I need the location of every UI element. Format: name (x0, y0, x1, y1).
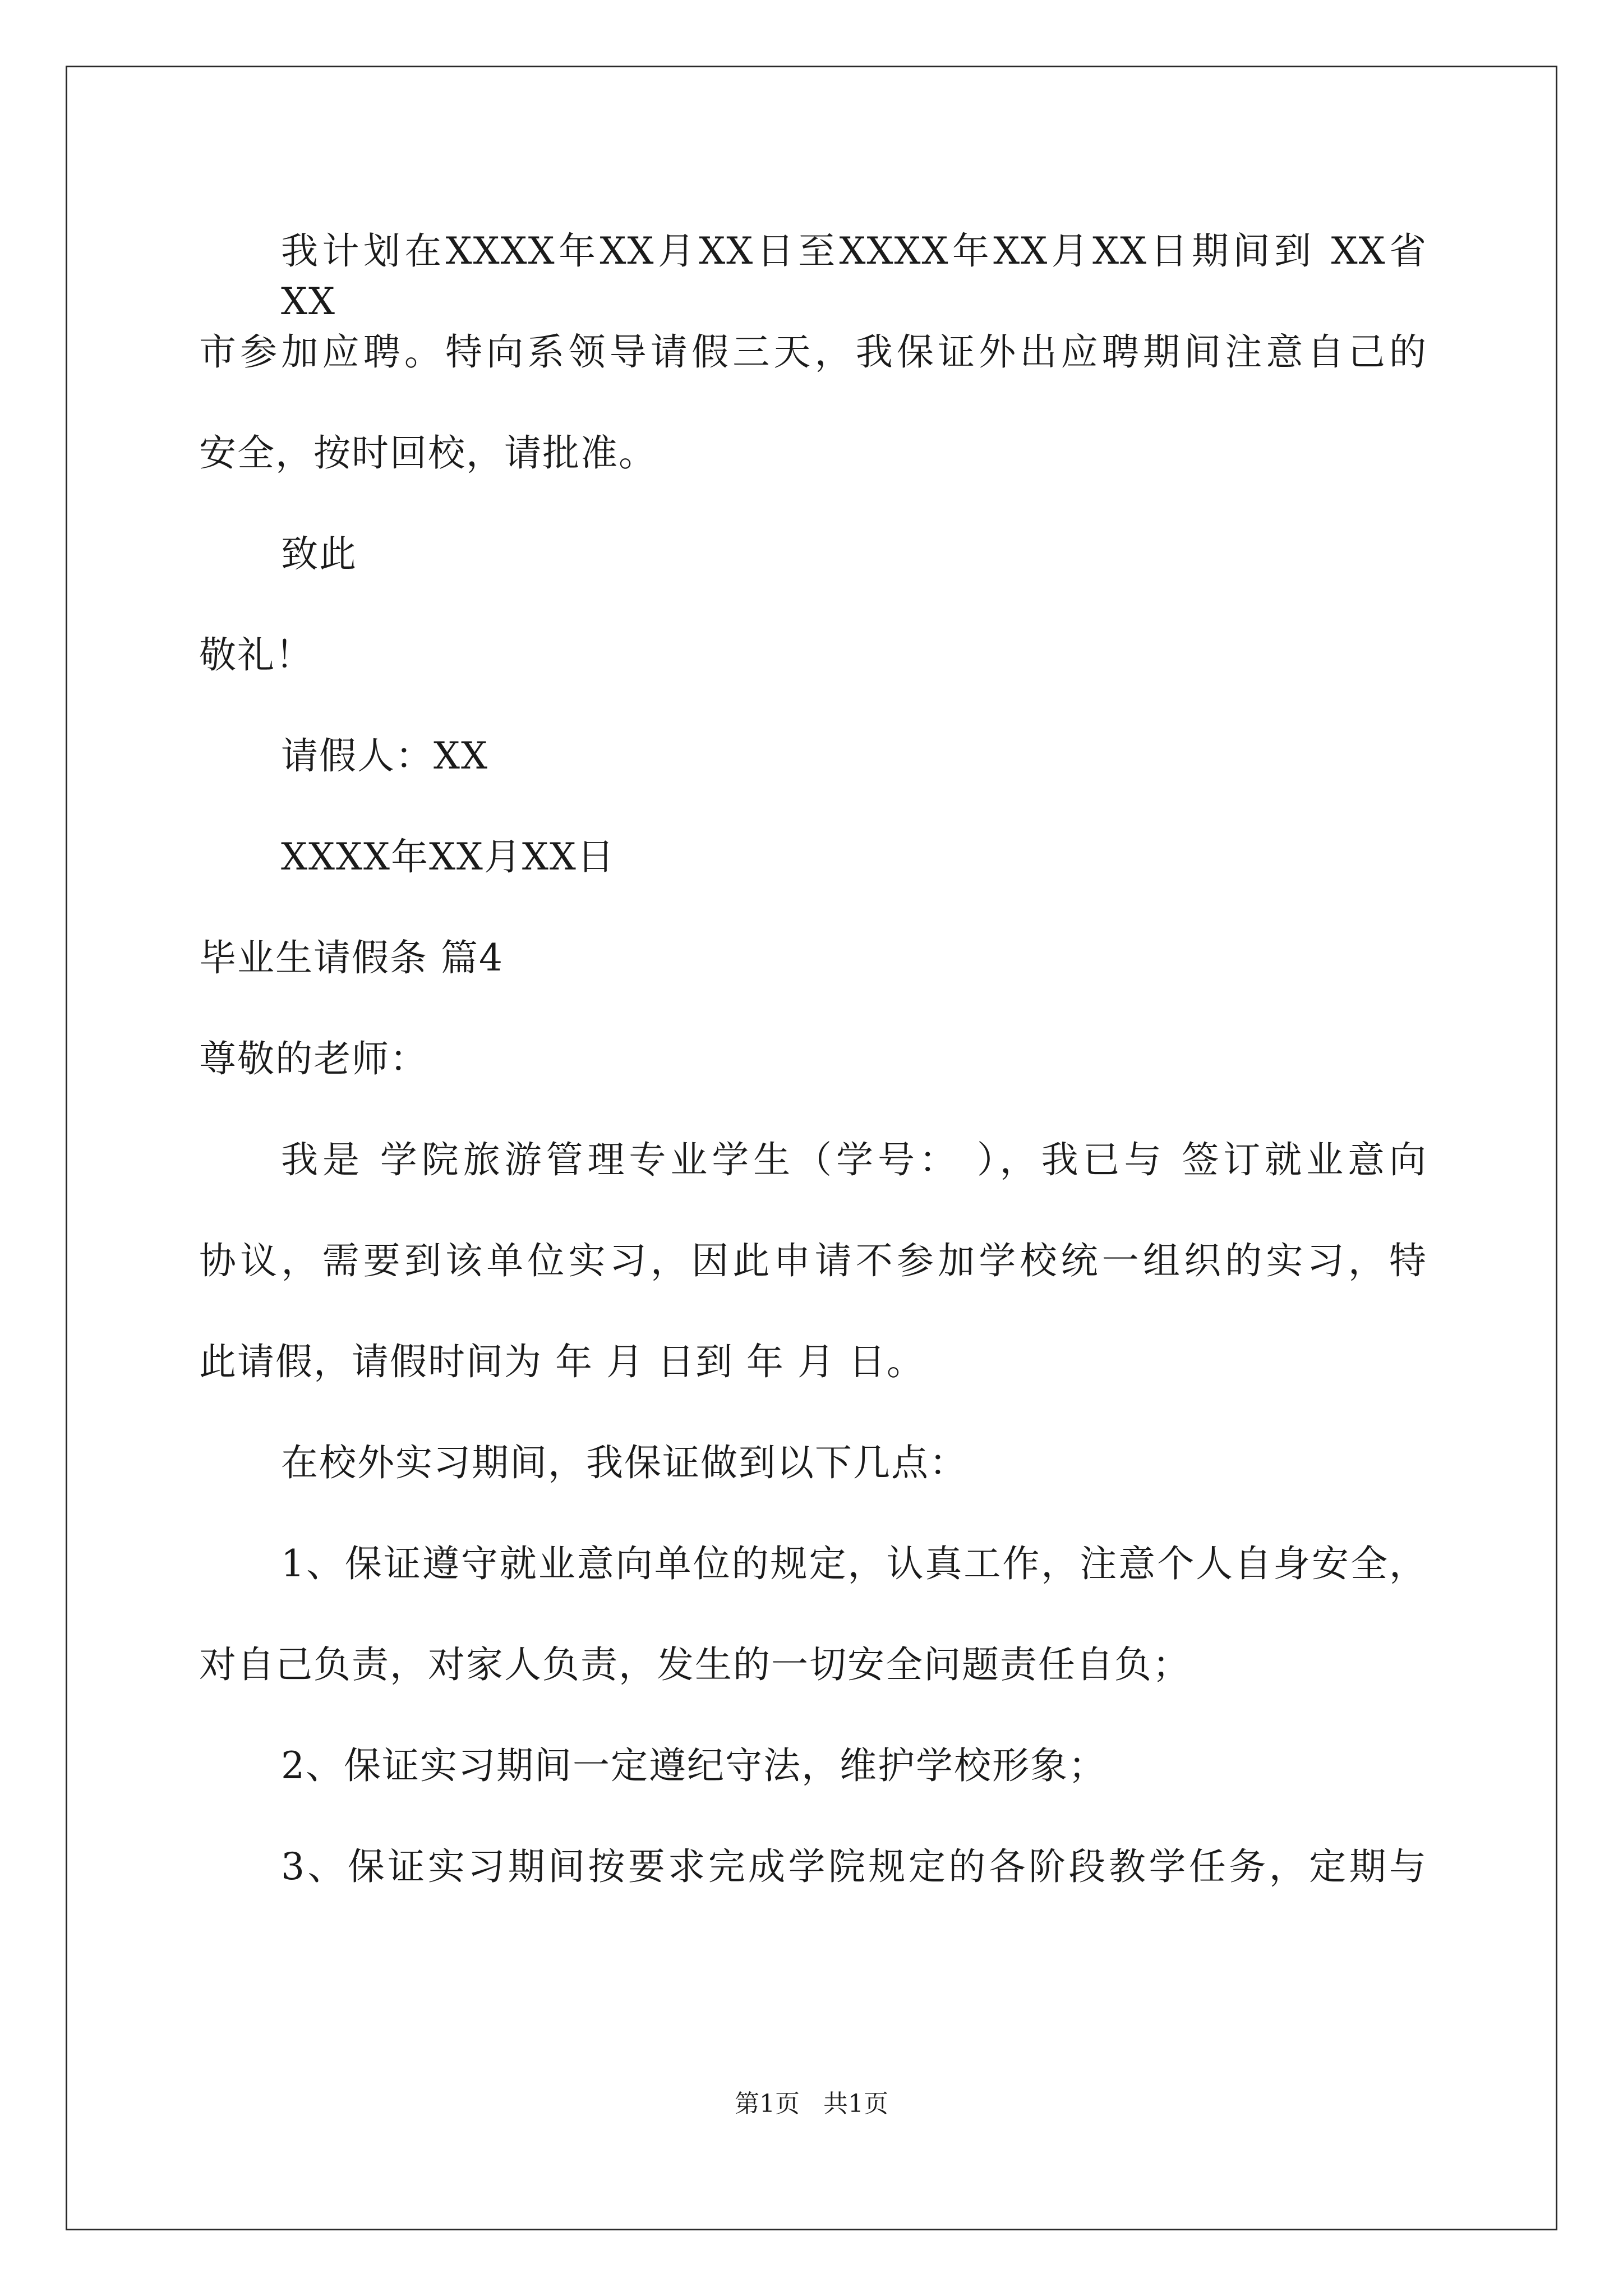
list-item: 3、保证实习期间按要求完成学院规定的各阶段教学任务，定期与 (281, 1845, 1427, 1888)
paragraph-line: 我计划在XXXX年XX月XX日至XXXX年XX月XX日期间到 XX省 XX (281, 229, 1427, 323)
salutation: 敬礼！ (199, 633, 313, 677)
page-footer: 第1页 共1页 (735, 2090, 888, 2118)
closing-phrase: 致此 (281, 532, 357, 576)
list-item: 1、保证遵守就业意向单位的规定，认真工作，注意个人自身安全， (281, 1542, 1427, 1585)
paragraph-line: 协议，需要到该单位实习，因此申请不参加学校统一组织的实习，特 (199, 1239, 1427, 1282)
paragraph-line: 在校外实习期间，我保证做到以下几点： (281, 1441, 967, 1484)
paragraph-line: 此请假，请假时间为 年 月 日到 年 月 日。 (199, 1340, 925, 1383)
signature-name: 请假人：XX (281, 734, 488, 777)
greeting: 尊敬的老师： (199, 1037, 428, 1080)
list-item-continuation: 对自己负责，对家人负责，发生的一切安全问题责任自负； (199, 1643, 1191, 1686)
paragraph-line: 我是 学院旅游管理专业学生（学号： ），我已与 签订就业意向 (281, 1138, 1427, 1181)
paragraph-line: 安全，按时回校，请批准。 (199, 431, 657, 475)
paragraph-line: 市参加应聘。特向系领导请假三天，我保证外出应聘期间注意自己的 (199, 330, 1427, 374)
signature-date: XXXX年XX月XX日 (281, 835, 615, 878)
list-item: 2、保证实习期间一定遵纪守法，维护学校形象； (281, 1744, 1106, 1787)
section-heading: 毕业生请假条 篇4 (199, 936, 504, 979)
